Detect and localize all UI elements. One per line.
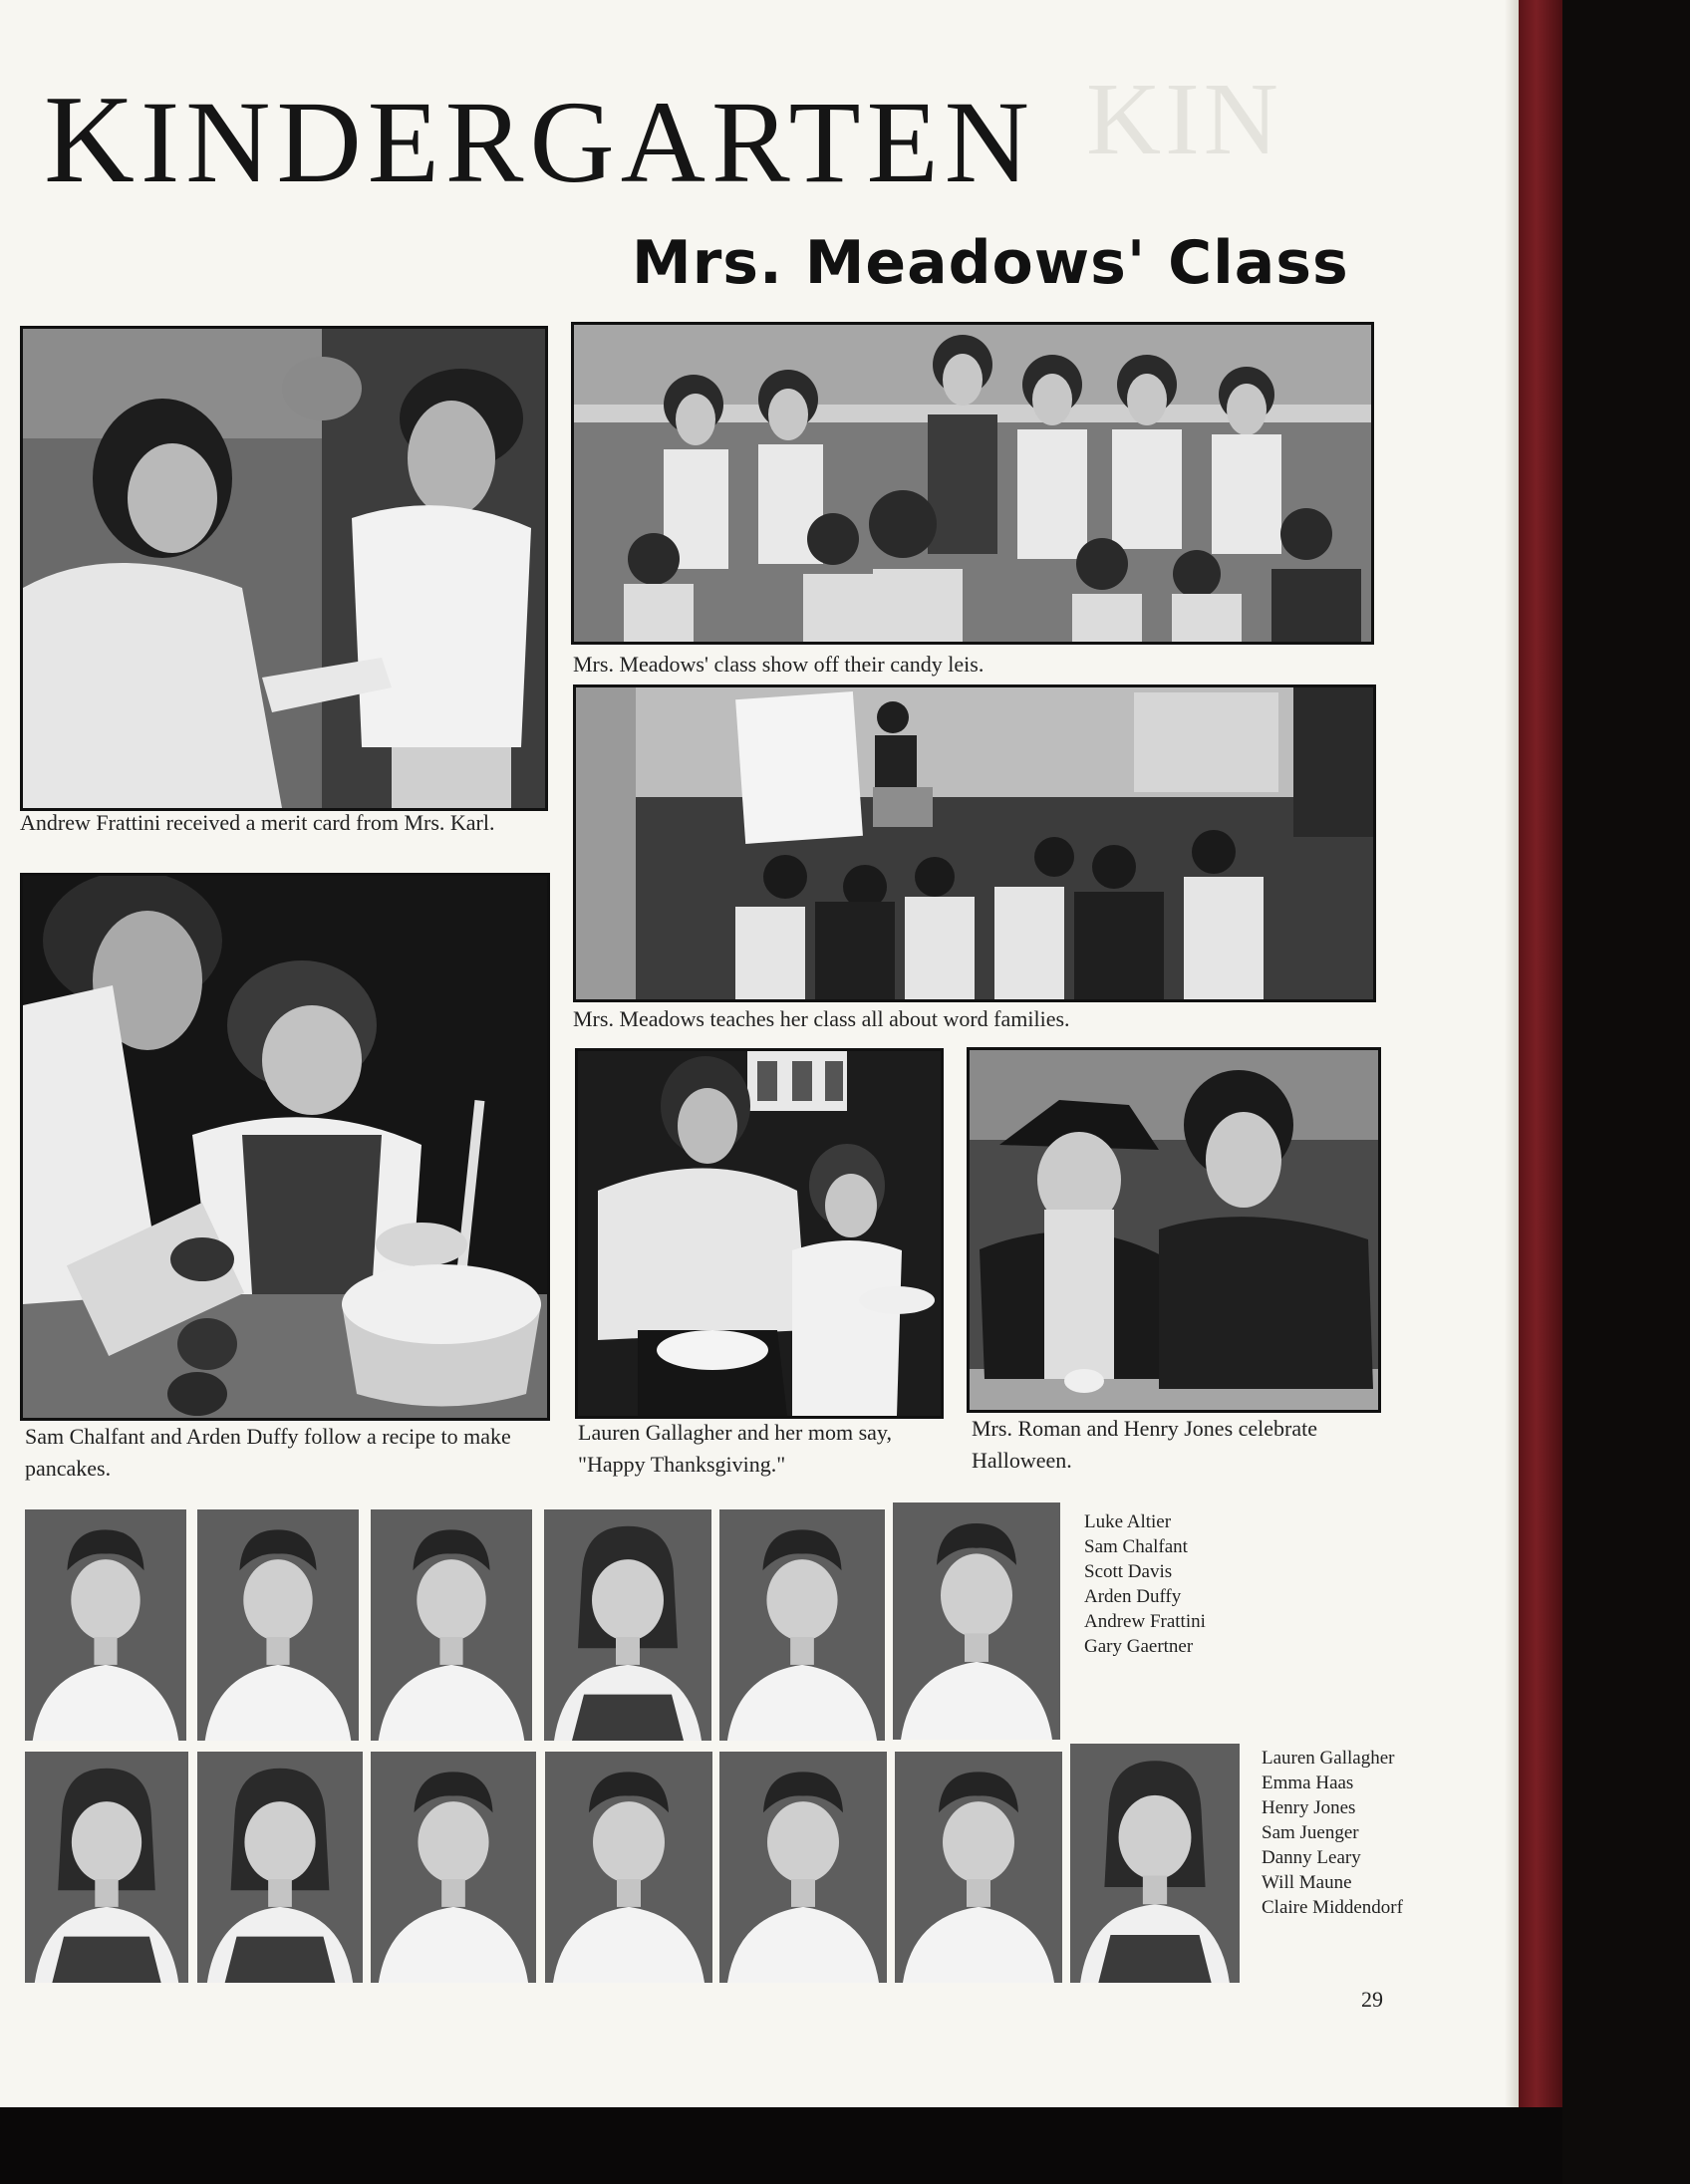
- title-initial: K: [44, 71, 141, 209]
- page-edge: [1505, 0, 1519, 2107]
- halloween-photo-image: [970, 1050, 1378, 1410]
- student-portrait: [719, 1509, 885, 1741]
- scan-border: [0, 2107, 1562, 2184]
- student-portrait: [371, 1752, 536, 1983]
- student-portrait: [719, 1752, 887, 1983]
- pancakes-photo-image: [23, 876, 547, 1418]
- student-name: Sam Juenger: [1262, 1822, 1359, 1843]
- caption-pancakes: Sam Chalfant and Arden Duffy follow a recipe to make pancakes.: [25, 1424, 511, 1481]
- student-name: Claire Middendorf: [1262, 1897, 1403, 1918]
- student-name: Scott Davis: [1084, 1561, 1173, 1582]
- photo-thanksgiving: [575, 1048, 944, 1419]
- caption-merit-card: Andrew Frattini received a merit card from Mrs. Karl.: [20, 810, 495, 835]
- word-families-photo-image: [576, 687, 1373, 999]
- student-name: Luke Altier: [1084, 1511, 1172, 1532]
- photo-word-families: [573, 684, 1376, 1002]
- student-portrait: [197, 1752, 363, 1983]
- names-row-2: [1262, 1746, 1403, 1920]
- merit-card-photo-image: [23, 329, 545, 808]
- student-portrait: [545, 1752, 712, 1983]
- names-row-1: [1084, 1509, 1206, 1659]
- student-name: Danny Leary: [1262, 1847, 1361, 1868]
- student-portrait: [371, 1509, 532, 1741]
- student-portrait: [25, 1509, 186, 1741]
- caption-word-families: Mrs. Meadows teaches her class all about word families.: [573, 1006, 1070, 1031]
- student-name: Andrew Frattini: [1084, 1611, 1206, 1632]
- photo-merit-card: [20, 326, 548, 811]
- student-portrait: [197, 1509, 359, 1741]
- title-rest: INDERGARTEN: [141, 77, 1035, 207]
- bleed-through-text: KIN: [1086, 62, 1282, 176]
- thanksgiving-photo-image: [578, 1051, 941, 1416]
- photo-candy-leis: [571, 322, 1374, 645]
- student-portrait: [25, 1752, 188, 1983]
- caption-candy-leis: Mrs. Meadows' class show off their candy leis.: [573, 652, 985, 677]
- page-number: 29: [1361, 1987, 1383, 2012]
- student-portrait: [1070, 1744, 1240, 1983]
- student-portrait: [893, 1502, 1060, 1740]
- photo-halloween: [967, 1047, 1381, 1413]
- caption-thanksgiving: Lauren Gallagher and her mom say, "Happy Thanksgiving.": [578, 1420, 893, 1477]
- student-name: Sam Chalfant: [1084, 1536, 1188, 1557]
- student-name: Lauren Gallagher: [1262, 1748, 1395, 1769]
- class-subtitle: Mrs. Meadows' Class: [632, 228, 1349, 298]
- student-name: Arden Duffy: [1084, 1586, 1182, 1607]
- student-portrait: [895, 1752, 1062, 1983]
- caption-halloween: Mrs. Roman and Henry Jones celebrate Halloween.: [972, 1416, 1318, 1473]
- student-name: Emma Haas: [1262, 1773, 1354, 1793]
- student-name: Will Maune: [1262, 1872, 1352, 1893]
- photo-pancakes: [20, 873, 550, 1421]
- student-name: Henry Jones: [1262, 1797, 1356, 1818]
- candy-leis-photo-image: [574, 325, 1371, 642]
- student-name: Gary Gaertner: [1084, 1636, 1194, 1657]
- page-title: [44, 71, 1035, 209]
- student-portrait: [544, 1509, 711, 1741]
- book-spine: [1519, 0, 1562, 2122]
